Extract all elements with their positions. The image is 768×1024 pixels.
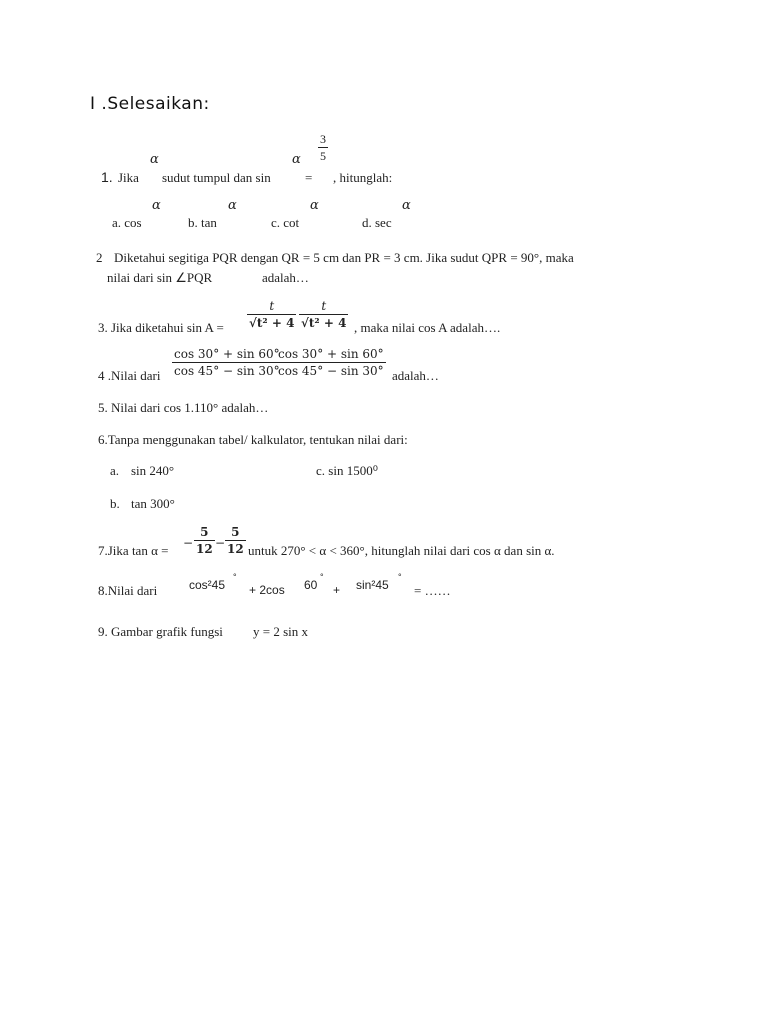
item-value: sin 240° [131, 463, 175, 478]
question-text: 8.Nilai dari [98, 583, 158, 598]
fraction-three-fifths [318, 133, 328, 162]
option-a: a. cos [112, 215, 142, 230]
equation: y = 2 sin x [253, 624, 309, 639]
option-c: c. cot [271, 215, 300, 230]
math-term: sin²45 [356, 578, 389, 592]
question-text: 3. Jika diketahui sin A = [98, 320, 224, 335]
alpha-symbol: α [150, 152, 159, 167]
question-number: 2 [96, 250, 103, 265]
question-text: nilai dari sin ∠PQR [107, 270, 213, 285]
alpha-symbol: α [292, 152, 301, 167]
question-text: Jika [118, 170, 139, 185]
degree-sign: ° [398, 572, 402, 582]
fraction-numerator: t [321, 299, 327, 313]
question-text: 6.Tanpa menggunakan tabel/ kalkulator, tentukan nilai dari: [98, 432, 408, 447]
question-number: 1. [101, 169, 113, 185]
item-value: tan 300° [131, 496, 175, 511]
fraction-numerator: cos 30° + sin 60° [174, 347, 280, 361]
equals-sign: = [305, 170, 313, 185]
option-d: d. sec [362, 215, 392, 230]
item-label: b. [110, 496, 120, 511]
fraction [225, 526, 246, 555]
plus-sign: + [333, 583, 341, 597]
question-text: sudut tumpul dan sin [162, 170, 271, 185]
alpha-symbol: α [228, 198, 237, 213]
fraction-denominator: 5 [320, 149, 326, 163]
math-term: 60 [304, 578, 318, 592]
fraction-denominator: √t² + 4 [249, 316, 295, 330]
fraction-numerator: 3 [320, 132, 326, 146]
question-text: adalah… [392, 368, 439, 383]
fraction [172, 348, 282, 377]
option-b: b. tan [188, 215, 217, 230]
question-text: 7.Jika tan α = [98, 543, 169, 558]
item-value: c. sin 1500⁰ [316, 463, 378, 478]
fraction-denominator: 12 [227, 542, 244, 556]
minus-sign: − [215, 536, 226, 550]
question-text: , hitunglah: [333, 170, 393, 185]
alpha-symbol: α [310, 198, 319, 213]
fraction-denominator: √t² + 4 [301, 316, 347, 330]
question-text: Diketahui segitiga PQR dengan QR = 5 cm dan PR = 3 cm. Jika sudut QPR = 90°, maka [114, 250, 574, 265]
question-text: 9. Gambar grafik fungsi [98, 624, 223, 639]
question-text: 4 .Nilai dari [98, 368, 161, 383]
fraction [247, 300, 296, 329]
fraction [299, 300, 348, 329]
question-text: adalah… [262, 270, 309, 285]
page-heading: I .Selesaikan: [90, 94, 210, 114]
math-term: + 2cos [249, 583, 285, 597]
fraction-numerator: cos 30° + sin 60° [278, 347, 384, 361]
fraction-numerator: 5 [231, 525, 240, 539]
fraction-denominator: cos 45° − sin 30° [278, 364, 384, 378]
fraction [194, 526, 215, 555]
fraction-numerator: 5 [200, 525, 209, 539]
question-text: untuk 270° < α < 360°, hitunglah nilai dari cos α dan sin α. [248, 543, 555, 558]
fraction [276, 348, 386, 377]
question-5: 5. Nilai dari cos 1.110° adalah… [98, 400, 269, 415]
degree-sign: ° [320, 572, 324, 582]
fraction-denominator: 12 [196, 542, 213, 556]
degree-sign: ° [233, 572, 237, 582]
fraction-denominator: cos 45° − sin 30° [174, 364, 280, 378]
alpha-symbol: α [402, 198, 411, 213]
question-text: , maka nilai cos A adalah…. [354, 320, 501, 335]
item-label: a. [110, 463, 120, 478]
math-term: cos²45 [189, 578, 226, 592]
minus-sign: − [183, 536, 194, 550]
alpha-symbol: α [152, 198, 161, 213]
fraction-numerator: t [269, 299, 275, 313]
question-text: = …… [414, 583, 451, 598]
